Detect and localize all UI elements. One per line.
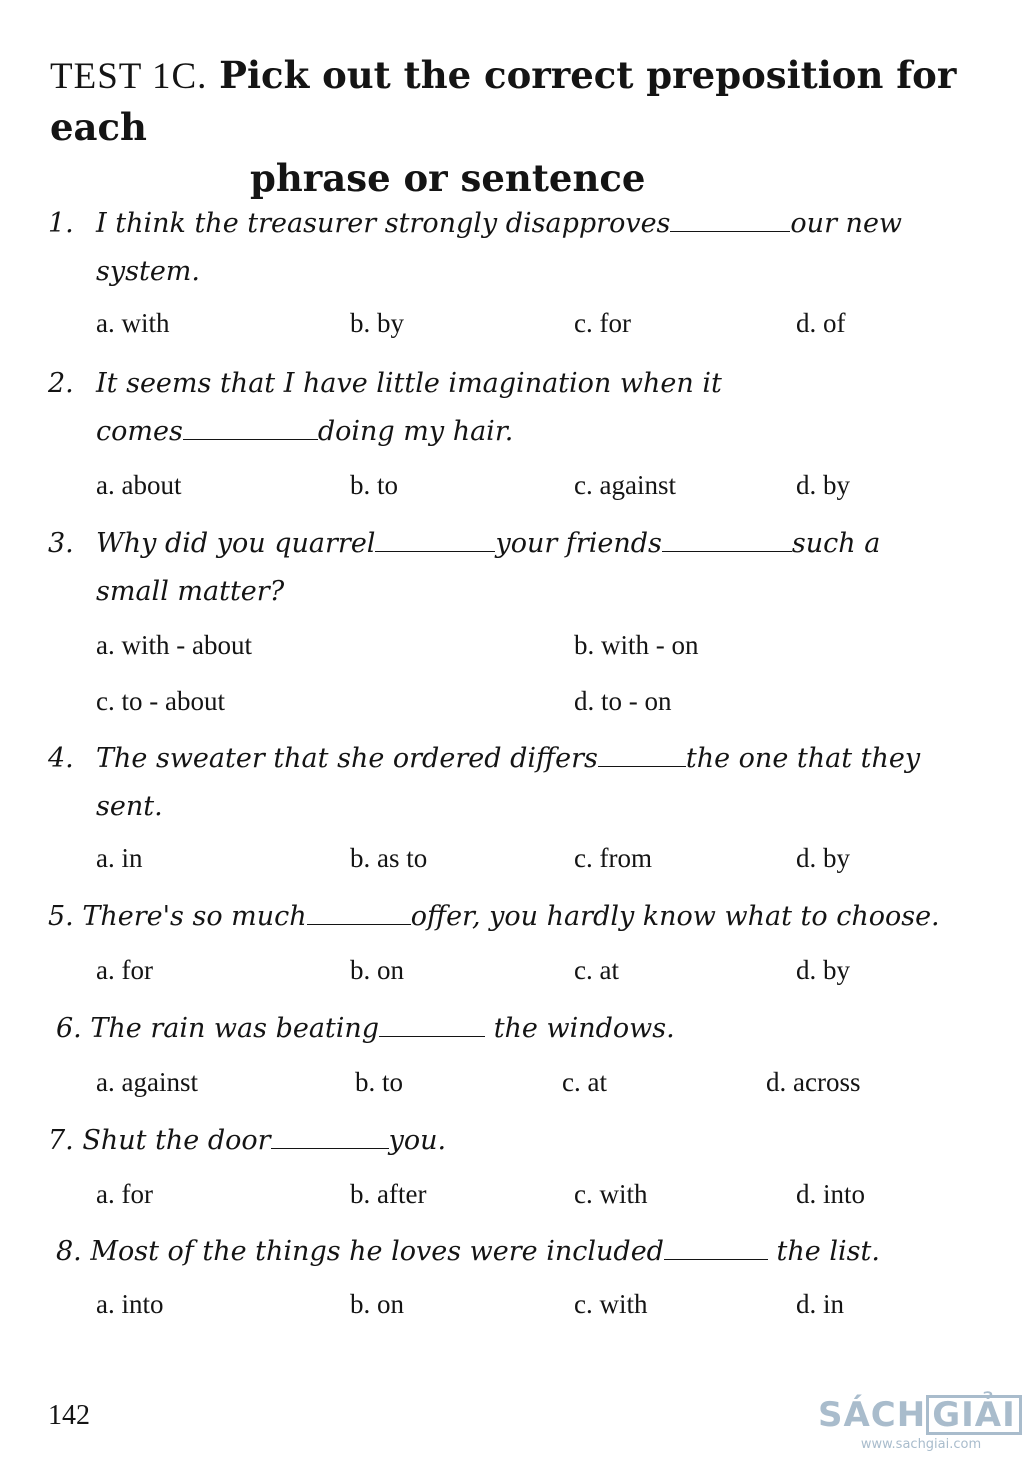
question-text: comes (96, 416, 183, 447)
question-text: your friends (495, 528, 662, 559)
question-text: offer, you hardly know what to choose. (410, 901, 940, 932)
option-c: c. against (574, 470, 676, 500)
option-c: c. from (574, 843, 652, 873)
test-title (50, 50, 990, 203)
option-c: c. at (574, 955, 619, 985)
question-4 (48, 735, 978, 831)
option-b: b. to (350, 470, 399, 500)
answer-blank (271, 1126, 389, 1149)
option-d: d. into (796, 1179, 866, 1209)
option-d: d. to - on (574, 686, 672, 716)
option-c: c. with (574, 1289, 648, 1319)
option-d: d. across (766, 1067, 861, 1097)
options-5 (96, 955, 976, 995)
question-3 (48, 520, 978, 616)
watermark (818, 1395, 1024, 1470)
watermark-url: www.sachgiai.com (860, 1437, 982, 1452)
question-6 (56, 1005, 986, 1053)
answer-blank (664, 1237, 768, 1260)
question-number: 5. (48, 901, 74, 932)
question-text: It seems that I have little imagination when it (96, 368, 722, 399)
question-text: Most of the things he loves were included (90, 1236, 664, 1267)
question-text: the list. (776, 1236, 880, 1267)
question-text: Why did you quarrel (96, 528, 376, 559)
option-b: b. as to (350, 843, 428, 873)
options-4 (96, 843, 976, 883)
option-b: b. with - on (574, 630, 699, 660)
answer-blank (598, 744, 686, 767)
option-c: c. to - about (96, 686, 225, 716)
option-a: a. with - about (96, 630, 252, 660)
question-continuation: small matter? (96, 576, 285, 607)
answer-blank (183, 417, 318, 440)
question-text: our new (790, 208, 903, 239)
option-a: a. about (96, 470, 182, 500)
option-d: d. by (796, 955, 850, 985)
question-number: 3. (48, 528, 74, 559)
question-text: the windows. (493, 1013, 675, 1044)
option-a: a. with (96, 308, 170, 338)
question-text: Shut the door (82, 1125, 271, 1156)
option-d: d. by (796, 843, 850, 873)
option-b: b. on (350, 955, 404, 985)
option-b: b. on (350, 1289, 404, 1319)
options-2 (96, 470, 976, 510)
question-number: 2. (48, 368, 74, 399)
watermark-brand-a: SÁCH (818, 1395, 927, 1435)
question-number: 8. (56, 1236, 82, 1267)
question-text: The sweater that she ordered differs (96, 743, 598, 774)
answer-blank (375, 529, 495, 552)
option-a: a. in (96, 843, 143, 873)
title-line-2: phrase or sentence (250, 156, 646, 200)
question-1 (48, 200, 978, 296)
options-1 (96, 308, 976, 348)
question-text: The rain was beating (90, 1013, 380, 1044)
watermark-brand-b: GIẢI (926, 1395, 1022, 1435)
title-line-1: Pick out the correct preposition for each (50, 53, 957, 149)
question-8 (56, 1228, 986, 1276)
page-number: 142 (48, 1400, 90, 1431)
option-d: d. by (796, 470, 850, 500)
question-continuation: system. (96, 256, 200, 287)
option-d: d. of (796, 308, 846, 338)
question-text: you. (388, 1125, 447, 1156)
options-8 (96, 1289, 976, 1329)
answer-blank (379, 1014, 485, 1037)
question-continuation: sent. (96, 791, 163, 822)
question-number: 6. (56, 1013, 82, 1044)
answer-blank (307, 902, 411, 925)
question-text: There's so much (82, 901, 307, 932)
question-number: 1. (48, 208, 74, 239)
question-text: such a (791, 528, 881, 559)
option-d: d. in (796, 1289, 845, 1319)
question-7 (48, 1117, 978, 1165)
options-6 (96, 1067, 976, 1107)
question-text: doing my hair. (317, 416, 514, 447)
answer-blank (662, 529, 792, 552)
option-a: a. for (96, 955, 153, 985)
option-b: b. by (350, 308, 404, 338)
question-text: I think the treasurer strongly disapproves (96, 208, 671, 239)
question-2 (48, 360, 978, 456)
option-a: a. for (96, 1179, 153, 1209)
option-c: c. with (574, 1179, 648, 1209)
question-5 (48, 893, 978, 941)
option-b: b. after (350, 1179, 427, 1209)
options-3-row-2 (96, 686, 976, 726)
options-3-row-1 (96, 630, 976, 670)
test-tag: TEST 1C. (50, 56, 208, 97)
answer-blank (670, 209, 790, 232)
option-a: a. into (96, 1289, 164, 1319)
option-c: c. for (574, 308, 631, 338)
option-c: c. at (562, 1067, 607, 1097)
question-number: 7. (48, 1125, 74, 1156)
option-b: b. to (355, 1067, 404, 1097)
option-a: a. against (96, 1067, 198, 1097)
question-number: 4. (48, 743, 74, 774)
question-text: the one that they (685, 743, 921, 774)
options-7 (96, 1179, 976, 1219)
watermark-logo (818, 1395, 1024, 1435)
